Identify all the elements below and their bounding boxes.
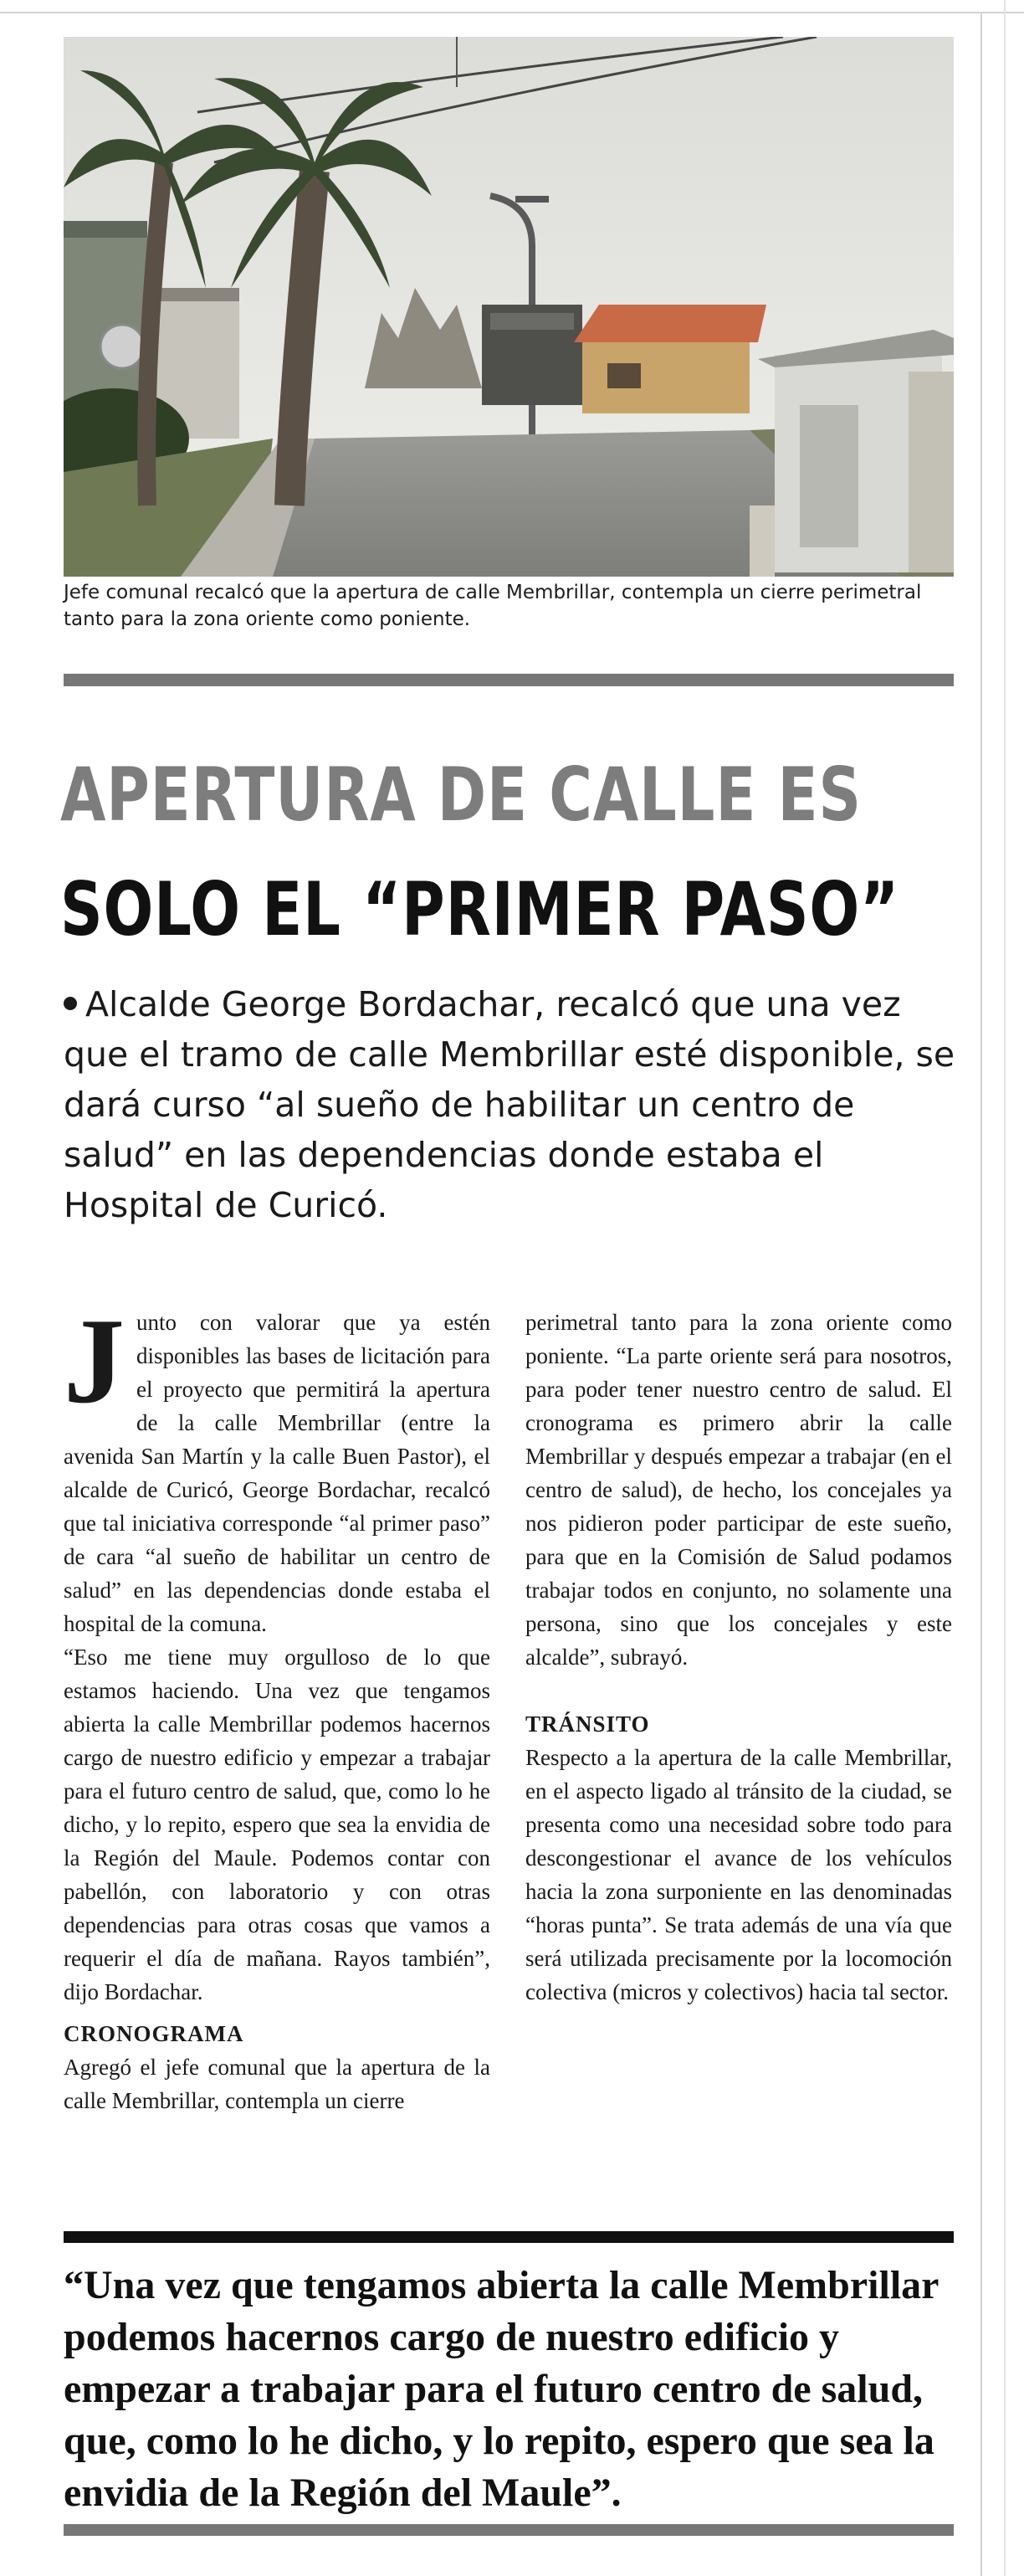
paragraph-4: perimetral tanto para la zona oriente como poniente. “La parte oriente será para nosotros, para poder tener nuestro centro de salud. El cronograma es primero abrir la calle Membrillar y después empezar a trabajar (en el centro de salud), de hecho, los concejales ya nos pidieron poder participar de este sueño, para que en la Comisión de Salud podamos trabajar todos en conjunto, no solamente una persona, sino que los concejales y este alcalde”, subrayó. [525, 1310, 952, 1670]
page-border-right-outer [1004, 0, 1006, 2576]
article-column-left [64, 1293, 490, 2117]
divider-rule [64, 674, 954, 686]
subhead-cronograma: CRONOGRAMA [64, 2021, 244, 2046]
paragraph-5: Respecto a la apertura de la calle Membrillar, en el aspecto ligado al tránsito de la ciudad, se presenta como una necesidad sobre todo para descongestionar el avance de los vehículos hacia la zona surponiente en las denominadas “horas punta”. Se trata además de una vía que será utilizada precisamente por la locomoción colectiva (micros y colectivos) hacia tal sector. [525, 1745, 952, 2004]
dropcap: J [64, 1293, 125, 1429]
lede [64, 979, 967, 1230]
page-border-top [0, 12, 1024, 13]
lede-text: Alcalde George Bordachar, recalcó que una vez que el tramo de calle Membrillar esté disponible, se dará curso “al sueño de habilitar un centro de salud” en las dependencias donde estaba el Hospital de Curicó. [64, 984, 955, 1225]
article-column-right [525, 1306, 952, 2009]
page-border-right [980, 12, 982, 2576]
paragraph-3: Agregó el jefe comunal que la apertura de la calle Membrillar, contempla un cierre [64, 2055, 490, 2113]
headline-line-1: APERTURA DE CALLE ES [60, 752, 862, 838]
quote-bottom-rule [64, 2524, 954, 2536]
pull-quote: “Una vez que tengamos abierta la calle Membrillar podemos hacernos cargo de nuestro edificio y empezar a trabajar para el futuro centro de salud, que, como lo he dicho, y lo repito, espero que sea la envidia de la Región del Maule”. [64, 2263, 939, 2515]
paragraph-1-text: unto con valorar que ya estén disponibles las bases de licitación para el proyecto que permitirá la apertura de la calle Membrillar (entre la avenida San Martín y la calle Buen Pastor), el alcalde de Curicó, George Bordachar, recalcó que tal iniciativa corresponde “al primer paso” de cara “al sueño de habilitar un centro de salud” en las dependencias donde estaba el hospital de la comuna. [64, 1310, 490, 1636]
headline-line-2: SOLO EL “PRIMER PASO” [60, 866, 900, 952]
paragraph-1 [64, 1293, 490, 1640]
subhead-transito: TRÁNSITO [525, 1711, 650, 1737]
bullet-icon [64, 997, 77, 1010]
paragraph-2: “Eso me tiene muy orgulloso de lo que estamos haciendo. Una vez que tengamos abierta la calle Membrillar podemos hacernos cargo de nuestro edificio y empezar a trabajar para el futuro centro de salud, que, como lo he dicho, y lo repito, espero que sea la envidia de la Región del Maule. Podemos contar con pabellón, con laboratorio y con otras dependencias para otras cosas que vamos a requerir el día de mañana. Rayos también”, dijo Bordachar. [64, 1645, 490, 2004]
quote-top-rule [64, 2231, 954, 2243]
street-photo [64, 37, 954, 577]
photo-caption: Jefe comunal recalcó que la apertura de calle Membrillar, contempla un cierre perimetral tanto para la zona oriente como poniente. [64, 582, 922, 630]
